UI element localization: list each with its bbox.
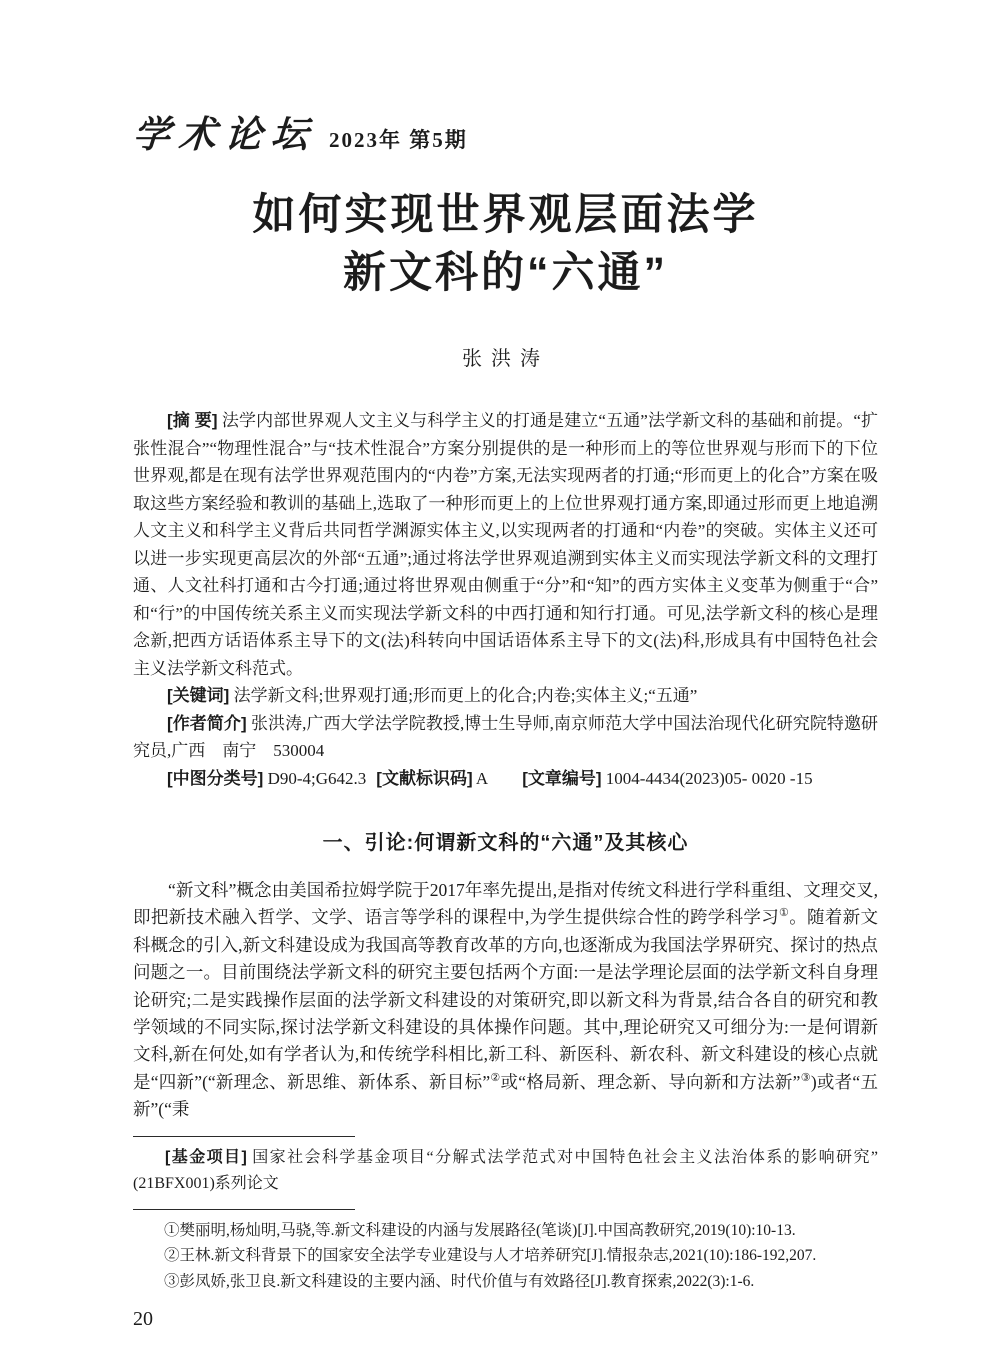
clc-group bbox=[167, 769, 366, 788]
front-matter bbox=[133, 407, 878, 792]
keywords-label: [关键词] bbox=[167, 686, 230, 705]
journal-logo: 学术论坛 bbox=[131, 112, 319, 156]
keywords-text: 法学新文科;世界观打通;形而更上的化合;内卷;实体主义;“五通” bbox=[233, 686, 698, 705]
journal-issue: 2023年 第5期 bbox=[329, 128, 468, 152]
article-id-value: 1004-4434(2023)05- 0020 -15 bbox=[605, 768, 813, 788]
clc-value: D90-4;G642.3 bbox=[267, 768, 367, 788]
page-number: 20 bbox=[133, 1308, 153, 1331]
clc-label: [中图分类号] bbox=[167, 768, 264, 788]
doc-code-group bbox=[376, 769, 488, 788]
article-title bbox=[133, 186, 878, 302]
author-bio-label: [作者简介] bbox=[167, 713, 247, 733]
doc-code-label: [文献标识码] bbox=[376, 768, 473, 788]
abstract-text: 法学内部世界观人文主义与科学主义的打通是建立“五通”法学新文科的基础和前提。“扩张性混合”“物理性混合”与“技术性混合”方案分别提供的是一种形而上的等位世界观与形而下的下位世界观,都是在现有法学世界观范围内的“内卷”方案,无法实现两者的打通;“形而更上的化合”方案在吸取这些方案经验和教训的基础上,选取了一种形而更上的上位世界观打通方案,即通过形而更上地追溯人文主义和科学主义背后共同哲学渊源实体主义,以实现两者的打通和“内卷”的突破。实体主义还可以进一步实现更高层次的外部“五通”;通过将法学世界观追溯到实体主义而实现法学新文科的文理打通、人文社科打通和古今打通;通过将世界观由侧重于“分”和“知”的西方实体主义变革为侧重于“合”和“行”的中国传统关系主义而实现法学新文科的中西打通和知行打通。可见,法学新文科的核心是理念新,把西方话语体系主导下的文(法)科转向中国话语体系主导下的文(法)科,形成具有中国特色社会主义法学新文科范式。 bbox=[133, 411, 879, 678]
meta-paragraph bbox=[133, 765, 878, 793]
body-paragraph: “新文科”概念由美国希拉姆学院于2017年率先提出,是指对传统文科进行学科重组、文理交叉,即把新技术融入哲学、文学、语言等学科的课程中,为学生提供综合性的跨学科学习①。随着新文科概念的引入,新文科建设成为我国高等教育改革的方向,也逐渐成为我国法学界研究、探讨的热点问题之一。目前围绕法学新文科的研究主要包括两个方面:一是法学理论层面的法学新文科自身理论研究;二是实践操作层面的法学新文科建设的对策研究,即以新文科为背景,结合各自的研究和教学领域的不同实际,探讨法学新文科建设的具体操作问题。其中,理论研究又可细分为:一是何谓新文科,新在何处,如有学者认为,和传统学科相比,新工科、新医科、新农科、新文科建设的核心点就是“四新”(“新理念、新思维、新体系、新目标”②或“格局新、理念新、导向新和方法新”③)或者“五新”(“秉 bbox=[133, 880, 878, 1120]
fund-paragraph bbox=[133, 1145, 878, 1197]
article-id-group bbox=[522, 769, 812, 788]
fund-label: [基金项目] bbox=[165, 1148, 247, 1166]
footnote-divider bbox=[133, 1209, 355, 1210]
footnotes bbox=[133, 1218, 878, 1295]
footnote-3: ③彭凤娇,张卫良.新文科建设的主要内涵、时代价值与有效路径[J].教育探索,2022(3):1-6. bbox=[164, 1272, 755, 1290]
footnote-marker: ① bbox=[779, 907, 790, 920]
fund-text: 国家社会科学基金项目“分解式法学范式对中国特色社会主义法治体系的影响研究”(21BFX001)系列论文 bbox=[133, 1148, 878, 1192]
keywords-paragraph bbox=[133, 682, 878, 710]
author-name: 张洪涛 bbox=[462, 348, 549, 370]
doc-code-value: A bbox=[475, 768, 489, 788]
footnote-1: ①樊丽明,杨灿明,马骁,等.新文科建设的内涵与发展路径(笔谈)[J].中国高教研究,2019(10):10-13. bbox=[164, 1221, 796, 1239]
article-title-line2: 新文科的“六通” bbox=[343, 249, 668, 297]
article-title-line1: 如何实现世界观层面法学 bbox=[252, 191, 759, 239]
article-id-label: [文章编号] bbox=[522, 768, 602, 788]
footnote-2: ②王林.新文科背景下的国家安全法学专业建设与人才培养研究[J].情报杂志,2021(10):186-192,207. bbox=[164, 1247, 817, 1265]
journal-header bbox=[131, 112, 878, 164]
abstract-label: [摘 要] bbox=[167, 411, 218, 430]
author-bio-text: 张洪涛,广西大学法学院教授,博士生导师,南京师范大学中国法治现代化研究院特邀研究员,广西 南宁 530004 bbox=[133, 713, 879, 760]
section-heading: 一、引论:何谓新文科的“六通”及其核心 bbox=[322, 832, 689, 854]
footnote-marker: ③ bbox=[800, 1072, 811, 1085]
fund-divider bbox=[133, 1136, 355, 1137]
abstract-paragraph bbox=[133, 407, 878, 682]
author-bio-paragraph bbox=[133, 710, 878, 765]
footnote-marker: ② bbox=[490, 1072, 501, 1085]
